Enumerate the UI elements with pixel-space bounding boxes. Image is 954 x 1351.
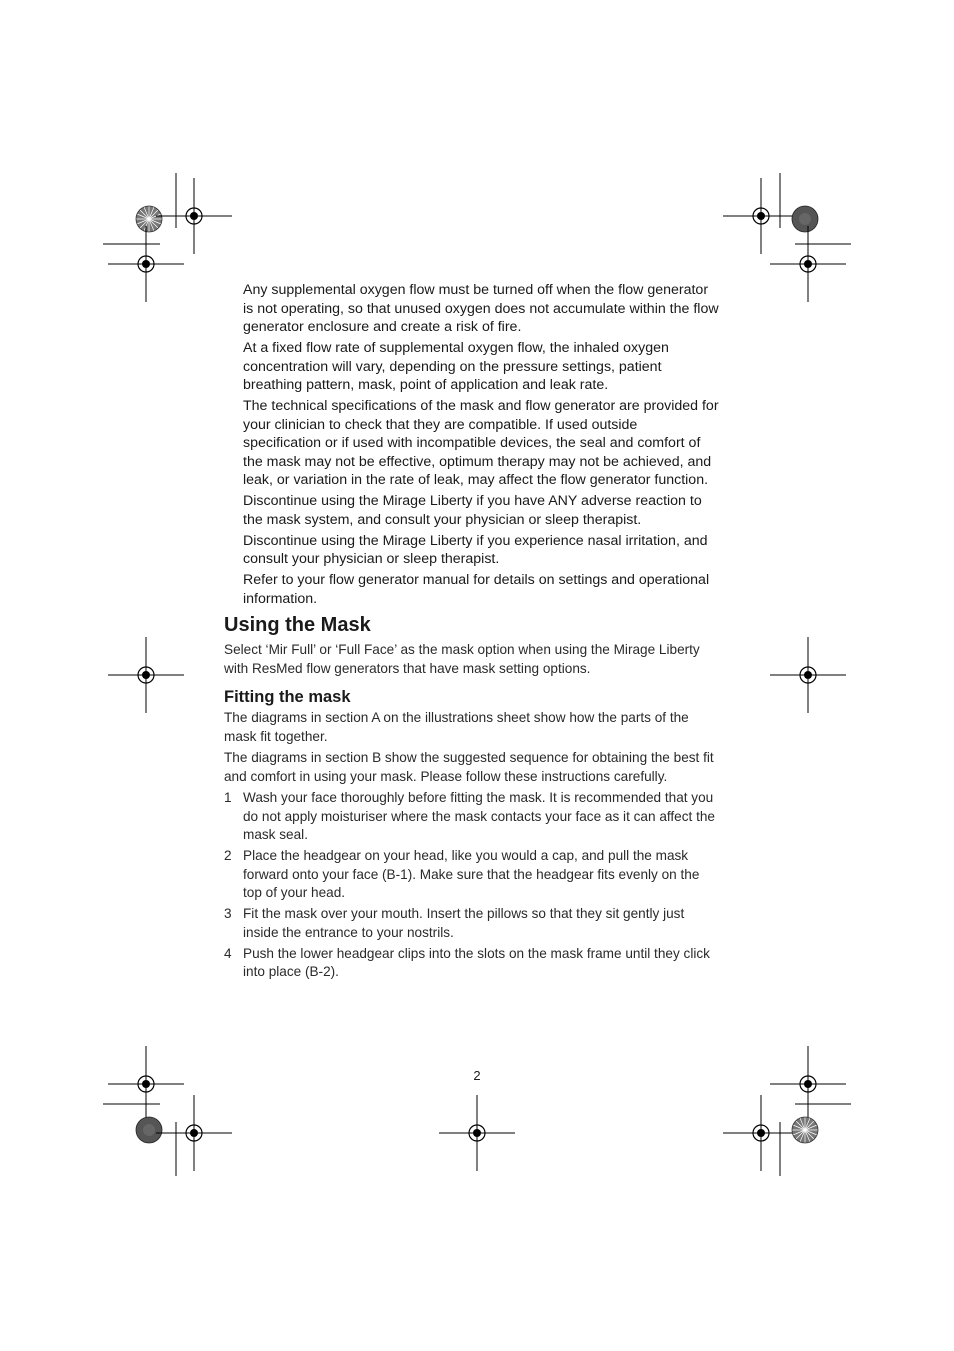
warning-item: Refer to your flow generator manual for details on settings and operational information. xyxy=(243,572,710,607)
warning-item: Discontinue using the Mirage Liberty if you experience nasal irritation, and consult your physician or sleep therapist. xyxy=(243,532,708,567)
step-text: Wash your face thoroughly before fitting the mask. It is recommended that you do not apply moisturiser where the mask contacts your face as it can affect the mask seal. xyxy=(243,790,715,842)
warning-item: Any supplemental oxygen flow must be turned off when the flow generator is not operating, so that unused oxygen does not accumulate within the flow generator enclosure and create a risk of fire. xyxy=(243,282,719,335)
step-number: 1 xyxy=(224,790,232,805)
subsection-paragraph: The diagrams in section B show the suggested sequence for obtaining the best fit and comfort in using your mask. Please follow these instructions carefully. xyxy=(224,750,714,784)
step-item xyxy=(224,905,719,942)
step-number: 2 xyxy=(224,848,232,863)
section-title: Using the Mask xyxy=(224,614,371,636)
step-text: Fit the mask over your mouth. Insert the pillows so that they sit gently just inside the entrance to your nostrils. xyxy=(243,906,685,940)
step-item xyxy=(224,847,719,903)
step-number: 3 xyxy=(224,906,232,921)
step-item xyxy=(224,789,719,845)
warning-item: Discontinue using the Mirage Liberty if you have ANY adverse reaction to the mask system, and consult your physician or sleep therapist. xyxy=(243,493,702,528)
step-item xyxy=(224,945,719,982)
step-text: Push the lower headgear clips into the slots on the mask frame until they click into place (B-2). xyxy=(243,945,710,979)
step-text: Place the headgear on your head, like you would a cap, and pull the mask forward onto your face (B-1). Make sure that the headgear fits evenly on the top of your head. xyxy=(243,848,700,900)
subsection-title: Fitting the mask xyxy=(224,688,351,706)
subsection-paragraph: The diagrams in section A on the illustrations sheet show how the parts of the mask fit together. xyxy=(224,710,689,744)
warnings-list xyxy=(243,281,719,608)
page-number: 2 xyxy=(473,1068,481,1083)
steps-list xyxy=(224,789,719,982)
warning-item: The technical specifications of the mask and flow generator are provided for your clinician to check that they are compatible. If used outside specification or if used with incompatible devices, the seal and comfort of the mask may not be effective, optimum therapy may not be achieved, and leak, or variation in the rate of leak, may affect the flow generator function. xyxy=(243,398,719,488)
section-intro: Select ‘Mir Full’ or ‘Full Face’ as the mask option when using the Mirage Liberty with ResMed flow generators that have mask setting options. xyxy=(224,642,700,676)
step-number: 4 xyxy=(224,945,232,961)
warning-item: At a fixed flow rate of supplemental oxygen flow, the inhaled oxygen concentration will vary, depending on the pressure settings, patient breathing pattern, mask, point of application and leak rate. xyxy=(243,340,669,393)
page-content xyxy=(224,281,719,984)
